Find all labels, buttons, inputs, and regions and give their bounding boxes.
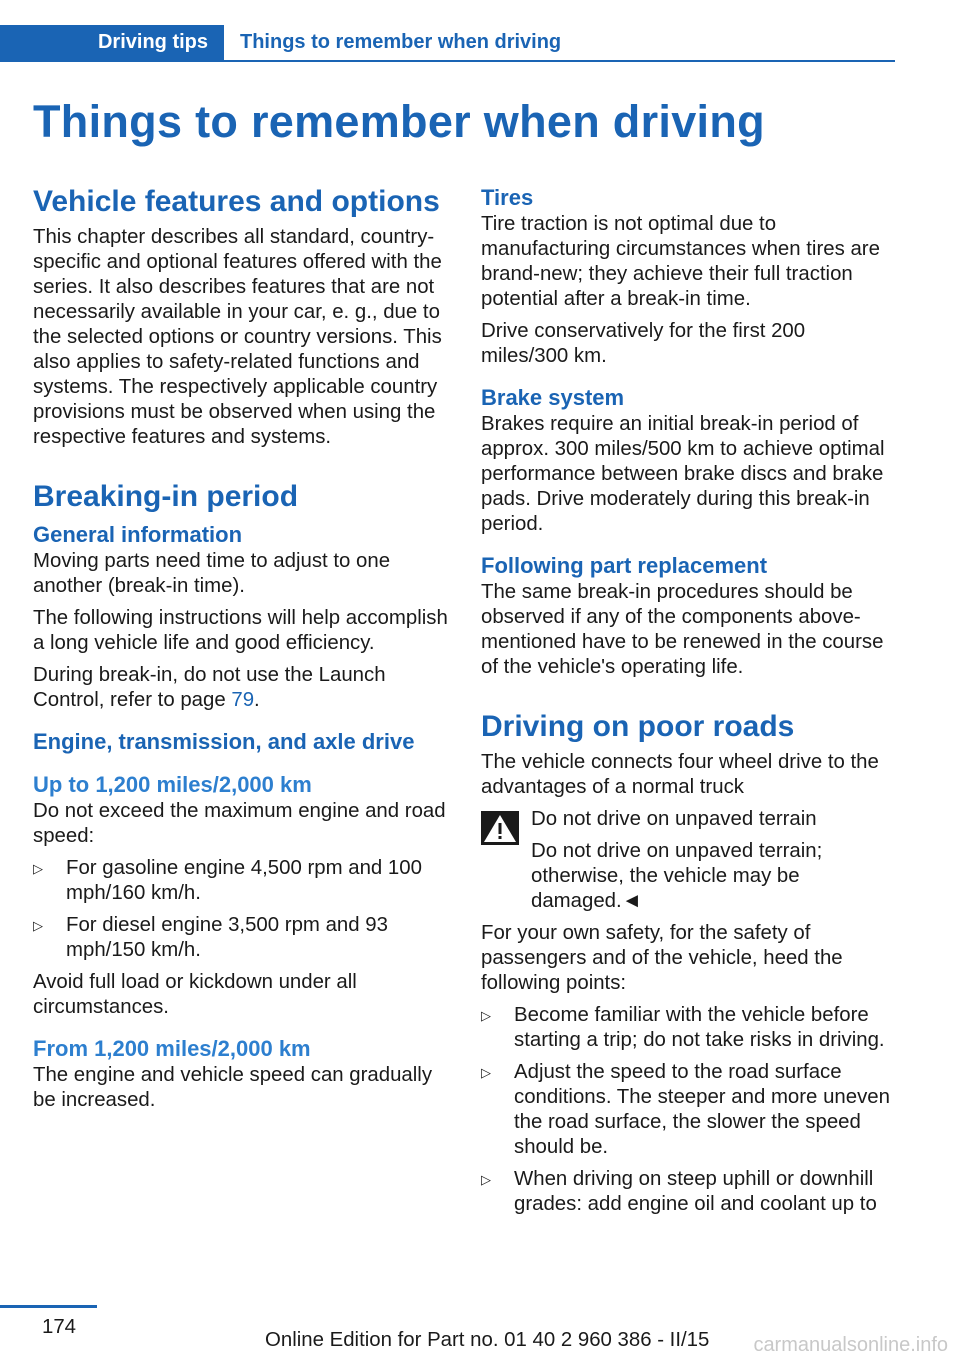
- engine-transmission-heading: Engine, transmission, and axle drive: [33, 729, 415, 754]
- list-item-text: For gasoline engine 4,500 rpm and 100 mph/160 km/h.: [66, 857, 422, 904]
- general-information-heading: General information: [33, 522, 243, 547]
- vehicle-features-text: This chapter describes all standard, country-specific and optional features offered with the series. It also describes features that are not necessarily available in your car, e. g., due to the selected options or country versions. This also applies to safety-related functions and systems. The respectively applicable country provisions must be observed when using the respective features and systems.: [33, 226, 442, 448]
- brake-system-heading: Brake system: [481, 385, 625, 410]
- tab-things-to-remember[interactable]: Things to remember when driving: [240, 31, 562, 53]
- engine-limits-list: [33, 856, 448, 963]
- poor-roads-heading: Driving on poor roads: [481, 710, 795, 743]
- up-to-heading: Up to 1,200 miles/2,000 km: [33, 772, 312, 797]
- warning-box: [481, 807, 896, 914]
- page-title: Things to remember when driving: [33, 96, 765, 147]
- footer-rule: [0, 1305, 97, 1308]
- part-replacement-heading: Following part replacement: [481, 553, 768, 578]
- list-item: [33, 913, 448, 963]
- avoid-text: Avoid full load or kickdown under all circumstances.: [33, 971, 357, 1018]
- launch-control-text: During break-in, do not use the Launch Control, refer to page: [33, 664, 386, 711]
- period-text: .: [254, 689, 260, 711]
- left-column: [33, 183, 448, 1120]
- page-79-link[interactable]: 79: [231, 689, 255, 711]
- up-to-text: Do not exceed the maximum engine and road speed:: [33, 800, 446, 847]
- list-item: [481, 1167, 896, 1217]
- list-item: [481, 1003, 896, 1053]
- from-text: The engine and vehicle speed can gradually be increased.: [33, 1064, 433, 1111]
- breaking-in-heading: Breaking-in period: [33, 480, 299, 513]
- warning-triangle-icon: [481, 811, 519, 845]
- tab-driving-tips[interactable]: Driving tips: [0, 25, 224, 60]
- warning-text: Do not drive on unpaved terrain; otherwise, the vehicle may be damaged.◄: [531, 840, 823, 912]
- safety-points-list: [481, 1003, 896, 1217]
- list-item: [481, 1060, 896, 1160]
- list-item-text: When driving on steep uphill or downhill grades: add engine oil and coolant up to: [514, 1168, 877, 1215]
- page-number: 174: [42, 1316, 77, 1338]
- poor-roads-text: The vehicle connects four wheel drive to the advantages of a normal truck: [481, 751, 879, 798]
- general-paragraph-1: Moving parts need time to adjust to one another (break-in time).: [33, 550, 391, 597]
- list-item-text: Adjust the speed to the road surface conditions. The steeper and more uneven the road surface, the slower the speed should be.: [514, 1061, 890, 1158]
- triangle-bullet-icon: ▷: [481, 1008, 491, 1023]
- header-tabs: [0, 25, 895, 62]
- general-paragraph-3: [33, 663, 448, 713]
- list-item-text: Become familiar with the vehicle before starting a trip; do not take risks in driving.: [514, 1004, 885, 1051]
- triangle-bullet-icon: ▷: [33, 861, 43, 876]
- triangle-bullet-icon: ▷: [33, 918, 43, 933]
- warning-title: Do not drive on unpaved terrain: [531, 808, 817, 830]
- triangle-bullet-icon: ▷: [481, 1172, 491, 1187]
- tires-paragraph-1: Tire traction is not optimal due to manufacturing circumstances when tires are brand-new; they achieve their full traction potential after a break-in time.: [481, 213, 880, 310]
- right-column: [481, 183, 896, 1224]
- list-item-text: For diesel engine 3,500 rpm and 93 mph/150 km/h.: [66, 914, 388, 961]
- triangle-bullet-icon: ▷: [481, 1065, 491, 1080]
- tires-heading: Tires: [481, 185, 534, 210]
- list-item: [33, 856, 448, 906]
- safety-text: For your own safety, for the safety of passengers and of the vehicle, heed the following points:: [481, 922, 843, 994]
- from-heading: From 1,200 miles/2,000 km: [33, 1036, 311, 1061]
- part-replacement-text: The same break-in procedures should be observed if any of the components above-mentioned have to be renewed in the course of the vehicle's operating life.: [481, 581, 884, 678]
- watermark: carmanualsonline.info: [753, 1334, 948, 1356]
- brake-system-text: Brakes require an initial break-in period of approx. 300 miles/500 km to achieve optimal performance between brake discs and brake pads. Drive moderately during this break-in period.: [481, 413, 885, 535]
- general-paragraph-2: The following instructions will help accomplish a long vehicle life and good efficiency.: [33, 607, 448, 654]
- vehicle-features-heading: Vehicle features and options: [33, 185, 440, 218]
- edition-text: Online Edition for Part no. 01 40 2 960 386 - II/15: [265, 1329, 710, 1351]
- tires-paragraph-2: Drive conservatively for the first 200 miles/300 km.: [481, 320, 806, 367]
